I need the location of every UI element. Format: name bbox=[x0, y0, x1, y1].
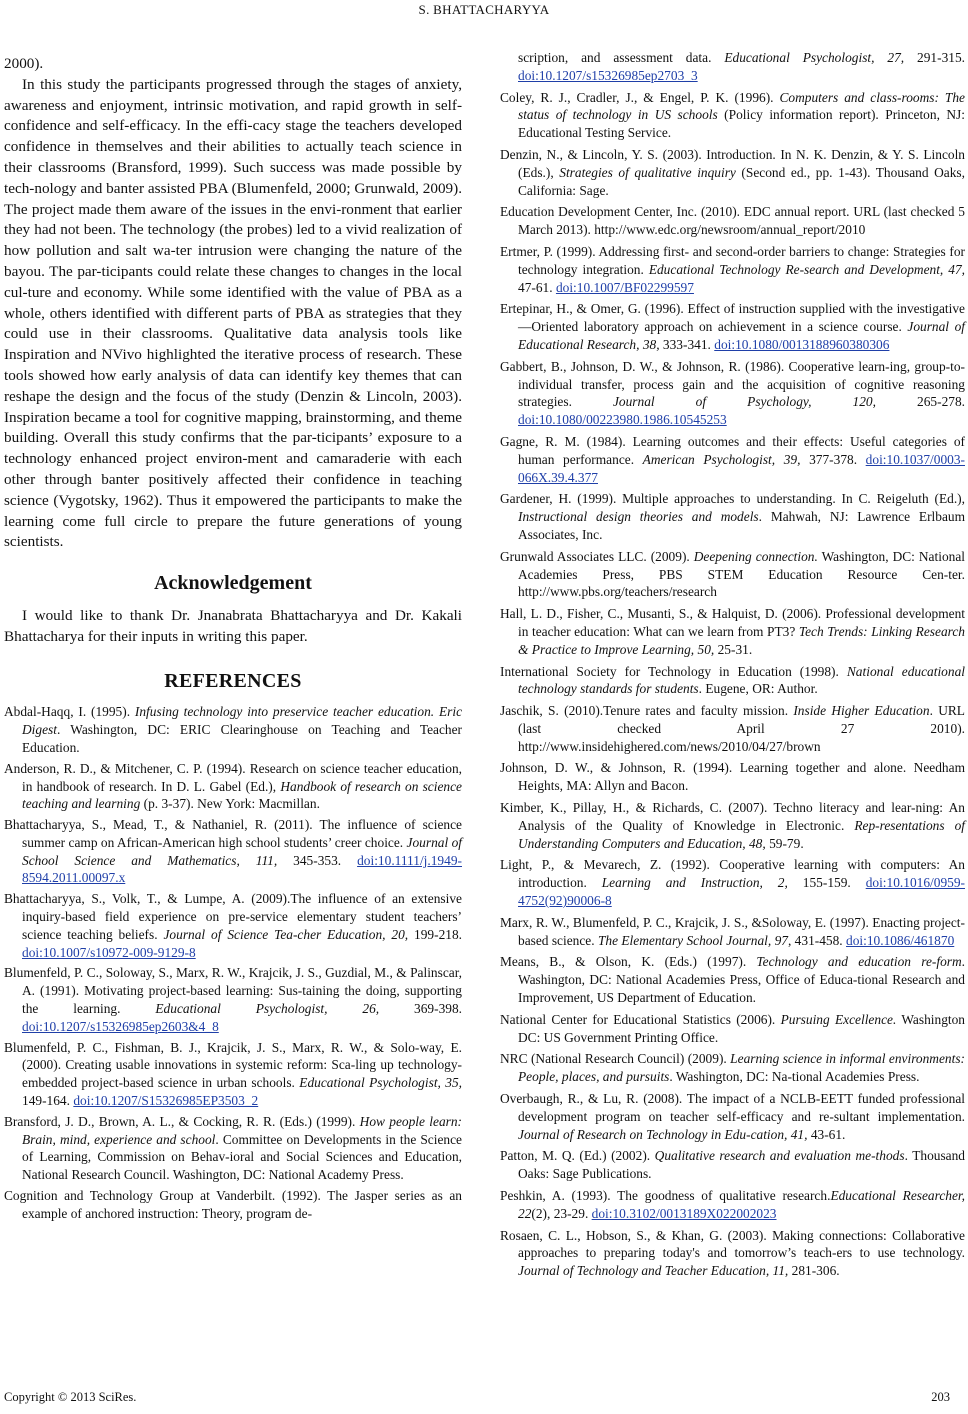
reference-source: Deepening connection. bbox=[693, 548, 818, 564]
reference-text: . Mahwah, NJ: Lawrence Erlbaum Associates, Inc. bbox=[518, 509, 965, 542]
reference-text: Denzin, N., & Lincoln, Y. S. (2003). Introduction. In N. K. Denzin, & Y. S. Lincoln (Eds.), bbox=[500, 146, 965, 180]
reference-source: Educational Psychologist, 35, bbox=[299, 1075, 463, 1091]
reference-source: Handbook of research on science teaching and learning bbox=[22, 778, 462, 812]
reference-entry bbox=[500, 203, 965, 239]
reference-text: National Center for Educational Statistics (2006). bbox=[500, 1011, 781, 1027]
reference-entry bbox=[4, 1039, 462, 1110]
reference-text: 199-218. bbox=[408, 926, 463, 942]
reference-list-right bbox=[500, 49, 965, 1280]
reference-source: Strategies of qualitative inquiry bbox=[559, 164, 736, 180]
reference-source: Technology and education re-form bbox=[756, 954, 962, 970]
reference-source: Learning science in informal environments: People, places, and pursuits bbox=[518, 1051, 965, 1085]
reference-text: Coley, R. J., Cradler, J., & Engel, P. K. (1996). bbox=[500, 89, 780, 105]
reference-text: Washington DC: US Government Printing Office. bbox=[518, 1011, 966, 1045]
doi-link[interactable]: doi:10.1207/S15326985EP3503_2 bbox=[73, 1093, 259, 1109]
reference-text: International Society for Technology in Education (1998). bbox=[500, 663, 847, 679]
reference-text: Grunwald Associates LLC. (2009). bbox=[500, 548, 694, 564]
reference-text: Ertepinar, H., & Omer, G. (1996). Effect of instruction supplied with the investigative—Oriented laboratory approach on achievement in a science course. bbox=[500, 301, 965, 335]
reference-source: Tech Trends: Linking Research & Practice to Improve Learning, 50, bbox=[518, 623, 965, 657]
reference-entry bbox=[4, 964, 462, 1035]
footer-page-number: 203 bbox=[931, 1390, 950, 1404]
reference-text: Kimber, K., Pillay, H., & Richards, C. (2007). Techno literacy and lear-ning: An Analysis of the Quality of Knowledge in Electronic. bbox=[500, 800, 965, 833]
reference-text: Cognition and Technology Group at Vanderbilt. (1992). The Jasper series as an example of anchored instruction: Theory, program de- bbox=[4, 1188, 462, 1221]
reference-text: Blumenfeld, P. C., Fishman, B. J., Krajcik, J. S., Marx, R. W., & Solo-way, E. (2000). Creating usable innovations in systemic reform: Sca-ling up technology-embedded project-based science in urban schools. bbox=[4, 1039, 462, 1091]
reference-entry bbox=[500, 663, 965, 699]
acknowledgement-text: I would like to thank Dr. Jnanabrata Bhattacharyya and Dr. Kakali Bhattacharya for their inputs in writing this paper. bbox=[4, 606, 462, 645]
reference-entry bbox=[500, 1227, 965, 1280]
reference-text: Gabbert, B., Johnson, D. W., & Johnson, R. (1986). Cooperative learn-ing, group-to-individual transfer, process gain and the acquisition of cognitive reasoning strategies. bbox=[500, 358, 965, 410]
doi-link[interactable]: doi:10.1080/0013188960380306 bbox=[714, 336, 890, 352]
reference-text: . Thousand Oaks: Sage Publications. bbox=[518, 1148, 966, 1182]
reference-source: Educational Psychologist, 26, bbox=[155, 1001, 380, 1017]
reference-text: Patton, M. Q. (Ed.) (2002). bbox=[500, 1148, 655, 1164]
reference-source: American Psychologist, 39, bbox=[642, 451, 801, 467]
reference-entry bbox=[500, 490, 965, 543]
doi-link[interactable]: doi:10.1080/00223980.1986.10545253 bbox=[518, 412, 727, 428]
reference-text: 149-164. bbox=[22, 1093, 74, 1109]
reference-entry bbox=[500, 1090, 965, 1143]
acknowledgement-heading: Acknowledgement bbox=[154, 572, 312, 595]
reference-entry bbox=[4, 816, 462, 887]
reference-text: (Policy information report). Princeton, NJ: Educational Testing Service. bbox=[518, 107, 965, 141]
reference-text: . Committee on Developments in the Science of Learning, Commission on Behav-ioral and Social Sciences and Education, National Research Council. Washington, DC: National Academy Press. bbox=[22, 1131, 462, 1183]
reference-text: (p. 3-37). New York: Macmillan. bbox=[140, 796, 320, 812]
reference-source: Computers and class-rooms: The status of technology in US schools bbox=[518, 89, 965, 123]
reference-source: Journal of Technology and Teacher Education, 11, bbox=[518, 1263, 789, 1279]
reference-source: Journal of School Science and Mathematics, 111, bbox=[22, 834, 462, 868]
reference-text: Abdal-Haqq, I. (1995). bbox=[4, 704, 135, 720]
reference-source: Journal of Psychology, 120, bbox=[612, 394, 876, 410]
reference-text: 59-79. bbox=[765, 835, 804, 851]
doi-link[interactable]: doi:10.3102/0013189X022002023 bbox=[591, 1205, 777, 1221]
reference-entry bbox=[500, 548, 965, 601]
reference-entry bbox=[4, 760, 462, 813]
reference-text: 47-61. bbox=[518, 279, 556, 295]
reference-text: Overbaugh, R., & Lu, R. (2008). The impact of a NCLB-EETT funded professional development program on teacher self-efficacy and re-sultant implementation. bbox=[500, 1091, 965, 1124]
reference-text: Washington, DC: National Academies Press, PBS STEM Education Resource Cen-ter. http://www.pbs.org/teachers/research bbox=[518, 548, 966, 600]
reference-entry bbox=[500, 799, 965, 852]
reference-text: Bhattacharyya, S., Volk, T., & Lumpe, A. (2009).The influence of an extensive inquiry-based field experience on pre-service elementary student teachers’ science teaching beliefs. bbox=[4, 891, 462, 942]
reference-source: The Elementary School Journal, 97 bbox=[597, 932, 788, 948]
reference-source: Inside Higher Education bbox=[793, 703, 930, 719]
reference-entry bbox=[500, 358, 965, 429]
reference-entry bbox=[500, 146, 965, 199]
reference-text: 369-398. bbox=[379, 1001, 463, 1017]
reference-text: . Washington, DC: ERIC Clearinghouse on Teaching and Teacher Education. bbox=[22, 722, 462, 755]
footer-copyright: Copyright © 2013 SciRes. bbox=[4, 1390, 137, 1404]
reference-entry bbox=[500, 300, 965, 353]
reference-text: 377-378. bbox=[800, 451, 866, 467]
reference-text: Hall, L. D., Fisher, C., Musanti, S., & Halquist, D. (2006). Professional development in teacher education: What can we learn from PT3? bbox=[500, 606, 965, 639]
doi-link[interactable]: doi:10.1207/s15326985ep2603&4_8 bbox=[22, 1018, 219, 1034]
reference-text: Jaschik, S. (2010).Tenure rates and faculty mission. bbox=[500, 703, 794, 719]
reference-entry bbox=[500, 1050, 965, 1086]
reference-entry bbox=[500, 856, 965, 909]
reference-entry bbox=[500, 49, 965, 85]
doi-link[interactable]: doi:10.1037/0003-066X.39.4.377 bbox=[518, 451, 965, 485]
reference-source: Educational Technology Re-search and Development, 47, bbox=[648, 261, 965, 277]
reference-source: Infusing technology into preservice teacher education. Eric Digest bbox=[22, 704, 463, 738]
reference-text: Bhattacharyya, S., Mead, T., & Nathaniel, R. (2011). The influence of science summer camp on African-American high school students’ creer choice. bbox=[4, 817, 462, 850]
doi-link[interactable]: doi:10.1207/s15326985ep2703_3 bbox=[518, 67, 698, 83]
reference-entry bbox=[4, 703, 462, 756]
reference-text: Anderson, R. D., & Mitchener, C. P. (1994). Research on science teacher education, in handbook of research. In D. L. Gabel (Ed.), bbox=[4, 760, 462, 794]
reference-source: Educational Psychologist, 27, bbox=[724, 50, 905, 65]
reference-text: , 431-458. bbox=[787, 932, 847, 948]
reference-entry bbox=[500, 1011, 965, 1047]
reference-text: 43-61. bbox=[807, 1126, 846, 1142]
reference-list-left bbox=[4, 703, 462, 1222]
reference-source: National educational technology standards for students bbox=[518, 663, 965, 697]
reference-text: Bransford, J. D., Brown, A. L., & Cocking, R. R. (Eds.) (1999). bbox=[4, 1113, 360, 1129]
doi-link[interactable]: doi:10.1007/s10972-009-9129-8 bbox=[22, 944, 196, 960]
reference-source: Journal of Educational Research, 38, bbox=[518, 319, 965, 352]
reference-text: 281-306. bbox=[788, 1263, 840, 1279]
reference-text: Johnson, D. W., & Johnson, R. (1994). Learning together and alone. Needham Heights, MA: Allyn and Bacon. bbox=[500, 760, 965, 794]
doi-link[interactable]: doi:10.1007/BF02299597 bbox=[555, 279, 694, 295]
reference-text: Light, P., & Mevarech, Z. (1992). Cooperative learning with computers: An introduction. bbox=[500, 857, 965, 891]
reference-source: Rep-resentations of Understanding Computers and Education, 48, bbox=[518, 817, 965, 851]
reference-text: Means, B., & Olson, K. (Eds.) (1997). bbox=[500, 954, 757, 970]
reference-text: 291-315. bbox=[904, 50, 966, 65]
reference-text: . Eugene, OR: Author. bbox=[698, 681, 818, 697]
reference-entry bbox=[500, 953, 965, 1006]
reference-text: . Washington, DC: National Academies Press, Office of Educa-tional Research and Improvement, US Department of Education. bbox=[518, 954, 966, 1006]
right-column bbox=[500, 49, 965, 1284]
reference-entry bbox=[500, 1147, 965, 1183]
reference-text: Peshkin, A. (1993). The goodness of qualitative research. bbox=[500, 1188, 831, 1204]
reference-entry bbox=[500, 89, 965, 142]
reference-text: Education Development Center, Inc. (2010). EDC annual report. URL (last checked 5 March 2013). http://www.edc.org/newsroom/annual_report/2010 bbox=[500, 204, 965, 238]
body-paragraph-2: In this study the participants progressed through the stages of anxiety, awareness and enjoyment, intrinsic motivation, and rapid growth in self-confidence and self-efficacy. In the effi-cacy stage the teachers developed confidence in themselves and their abilities to actually teach science in their classrooms (Bransford, 1999). Such success was made possible by tech-nology and banter assisted PBA (Blumenfeld, 2000; Grunwald, 2009). The project made them aware of the issues in the envi-ronment that earlier they had not been. The technology (the probes) led to a vivid realization of how pollution and salt wa-ter intrusion were changing the nature of the bayou. The par-ticipants could relate these changes to changes in the local cul-ture and economy. While some identified with the value of PBA as a whole, others identified with different parts of PBA as strategies that they could use in their classrooms. Qualitative data analysis tools like Inspiration and NVivo highlighted the iterative process of research. These tools showed how early analysis of data can identify key themes that can reshape the design and the focus of the study (Denzin & Lincoln, 2003). Inspiration became a tool for cognitive mapping, brainstorming, and theme building. Overall this study confirms that the par-ticipants’ exposure to a technology enhanced project environ-ment and camaraderie with each other through banter positively affected their confidence in teaching science (Vygotsky, 1962). Thus it empowered the participants to make the learning come full circle to prepare the future generations of young scientists. bbox=[4, 75, 462, 551]
reference-text: . URL (last checked April 27 2010). http://www.insidehighered.com/news/2010/04/27/brown bbox=[518, 703, 965, 754]
reference-text: Gagne, R. M. (1984). Learning outcomes and their effects: Useful categories of human performance. bbox=[500, 433, 965, 467]
reference-text: 25-31. bbox=[714, 641, 753, 657]
reference-text: Blumenfeld, P. C., Soloway, S., Marx, R. W., Krajcik, J. S., Guzdial, M., & Palinscar, A. (1991). Motivating project-based learning: Sus-taining the doing, supporting the learning. bbox=[4, 965, 462, 1017]
reference-text: Gardener, H. (1999). Multiple approaches to understanding. In C. Reigeluth (Ed.), bbox=[500, 491, 965, 507]
left-column bbox=[4, 54, 462, 1226]
doi-link[interactable]: doi:10.1086/461870 bbox=[846, 932, 955, 948]
reference-entry bbox=[500, 702, 965, 755]
reference-text: 333-341. bbox=[659, 336, 715, 352]
reference-text: 345-353. bbox=[277, 852, 358, 868]
reference-entry bbox=[500, 243, 965, 296]
reference-source: Qualitative research and evaluation me-thods bbox=[654, 1148, 905, 1164]
reference-text: NRC (National Research Council) (2009). bbox=[500, 1051, 731, 1067]
reference-entry bbox=[500, 1187, 965, 1223]
reference-entry bbox=[4, 1113, 462, 1184]
reference-source: Journal of Research on Technology in Edu-cation, 41, bbox=[518, 1126, 808, 1142]
reference-source: Learning and Instruction, 2, bbox=[601, 875, 788, 891]
reference-text: Rosaen, C. L., Hobson, S., & Khan, G. (2003). Making connections: Collaborative approaches to preparing today's and tomorrow’s teach-ers to use technology. bbox=[500, 1227, 965, 1261]
reference-source: Pursuing Excellence. bbox=[780, 1011, 897, 1027]
reference-entry bbox=[500, 605, 965, 658]
reference-source: Instructional design theories and models bbox=[518, 509, 759, 525]
reference-entry bbox=[500, 914, 965, 950]
reference-entry bbox=[4, 1187, 462, 1223]
reference-text: (2), 23-29. bbox=[531, 1205, 592, 1221]
reference-source: How people learn: Brain, mind, experience and school bbox=[22, 1113, 462, 1147]
reference-text: Marx, R. W., Blumenfeld, P. C., Krajcik, J. S., &Soloway, E. (1997). Enacting project-based science. bbox=[500, 914, 965, 948]
reference-text: scription, and assessment data. bbox=[518, 50, 725, 65]
reference-entry bbox=[500, 433, 965, 486]
reference-text: Ertmer, P. (1999). Addressing first- and second-order barriers to change: Strategies for technology integration. bbox=[500, 243, 965, 277]
reference-entry bbox=[4, 890, 462, 961]
body-paragraph-1: 2000). bbox=[4, 55, 44, 72]
reference-entry bbox=[500, 759, 965, 795]
reference-source: Educational Researcher, 22 bbox=[518, 1188, 965, 1221]
reference-text: 265-278. bbox=[875, 394, 965, 410]
reference-text: (Second ed., pp. 1-43). Thousand Oaks, California: Sage. bbox=[518, 164, 965, 198]
references-heading: REFERENCES bbox=[164, 669, 302, 692]
doi-link[interactable]: doi:10.1111/j.1949-8594.2011.00097.x bbox=[22, 852, 462, 886]
running-head: S. BHATTACHARYYA bbox=[418, 2, 550, 17]
reference-text: . Washington, DC: Na-tional Academies Press. bbox=[669, 1069, 920, 1085]
doi-link[interactable]: doi:10.1016/0959-4752(92)90006-8 bbox=[518, 875, 965, 909]
reference-source: Journal of Science Tea-cher Education, 20, bbox=[163, 926, 409, 942]
reference-text: 155-159. bbox=[787, 875, 866, 891]
